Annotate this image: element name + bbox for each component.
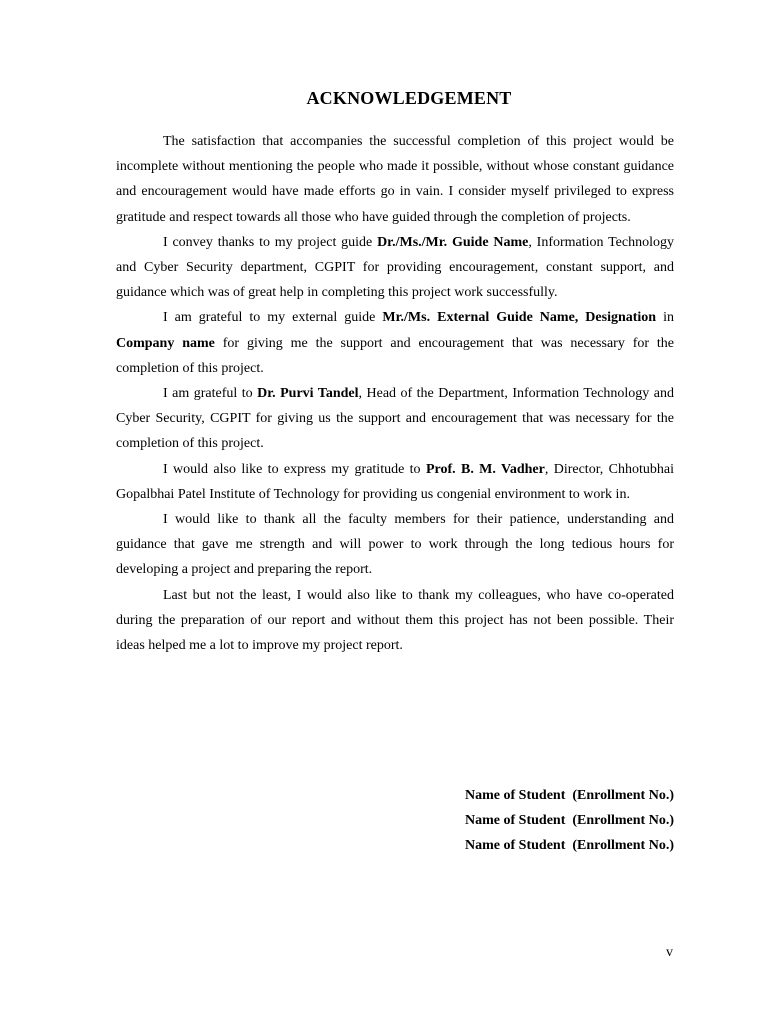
- paragraph-3: [116, 305, 674, 381]
- paragraph-4-after: , Head of the Department, Information Technology and Cyber Security, CGPIT for giving us the support and encouragement that was necessary for the completion of this project.: [116, 386, 674, 452]
- paragraph-2: [116, 230, 674, 306]
- paragraph-1: [116, 129, 674, 230]
- paragraph-1-text: The satisfaction that accompanies the successful completion of this project would be incomplete without mentioning the people who made it possible, without whose constant guidance and encouragement would have made efforts go in vain. I consider myself privileged to express gratitude and respect towards all those who have guided through the completion of projects.: [116, 134, 674, 225]
- paragraph-3-after: for giving me the support and encouragement that was necessary for the completion of this project.: [116, 335, 674, 376]
- paragraph-5-before: I would also like to express my gratitude to: [163, 461, 426, 477]
- paragraph-4: [116, 381, 674, 457]
- director-name: Prof. B. M. Vadher: [425, 461, 545, 477]
- student-signature-2: Name of Student (Enrollment No.): [465, 813, 674, 828]
- guide-name: Dr./Ms./Mr. Guide Name: [377, 234, 529, 250]
- paragraph-5-after: , Director, Chhotubhai Gopalbhai Patel Institute of Technology for providing us congenial environment to work in.: [116, 461, 674, 502]
- paragraph-3-before: I am grateful to my external guide: [163, 310, 383, 326]
- paragraph-7-text: Last but not the least, I would also like to thank my colleagues, who have co-operated during the preparation of our report and without them this project has not been possible. Their ideas helped me a lot to improve my project report.: [116, 587, 674, 654]
- paragraph-2-after: , Information Technology and Cyber Security department, CGPIT for providing encouragement, constant support, and guidance which was of great help in completing this project work successfully.: [116, 234, 674, 301]
- page-title: ACKNOWLEDGEMENT: [306, 88, 512, 108]
- paragraph-2-before: I convey thanks to my project guide: [163, 234, 378, 250]
- paragraph-6: [116, 507, 674, 583]
- paragraph-6-text: I would like to thank all the faculty members for their patience, understanding and guidance that gave me strength and will power to work through the long tedious hours for developing a project and preparing the report.: [116, 512, 674, 578]
- student-signature-1: Name of Student (Enrollment No.): [465, 788, 674, 803]
- paragraph-3-middle: in: [656, 310, 675, 326]
- hod-name: Dr. Purvi Tandel: [257, 386, 359, 402]
- paragraph-7: [116, 583, 674, 659]
- student-signature-3: Name of Student (Enrollment No.): [465, 838, 674, 853]
- acknowledgement-body: [116, 129, 674, 658]
- paragraph-4-before: I am grateful to: [163, 386, 258, 402]
- page-number: v: [666, 945, 673, 960]
- external-guide-name: Mr./Ms. External Guide Name, Designation: [382, 310, 657, 326]
- company-name: Company name: [116, 335, 215, 351]
- paragraph-5: [116, 457, 674, 507]
- signature-block: [465, 783, 674, 858]
